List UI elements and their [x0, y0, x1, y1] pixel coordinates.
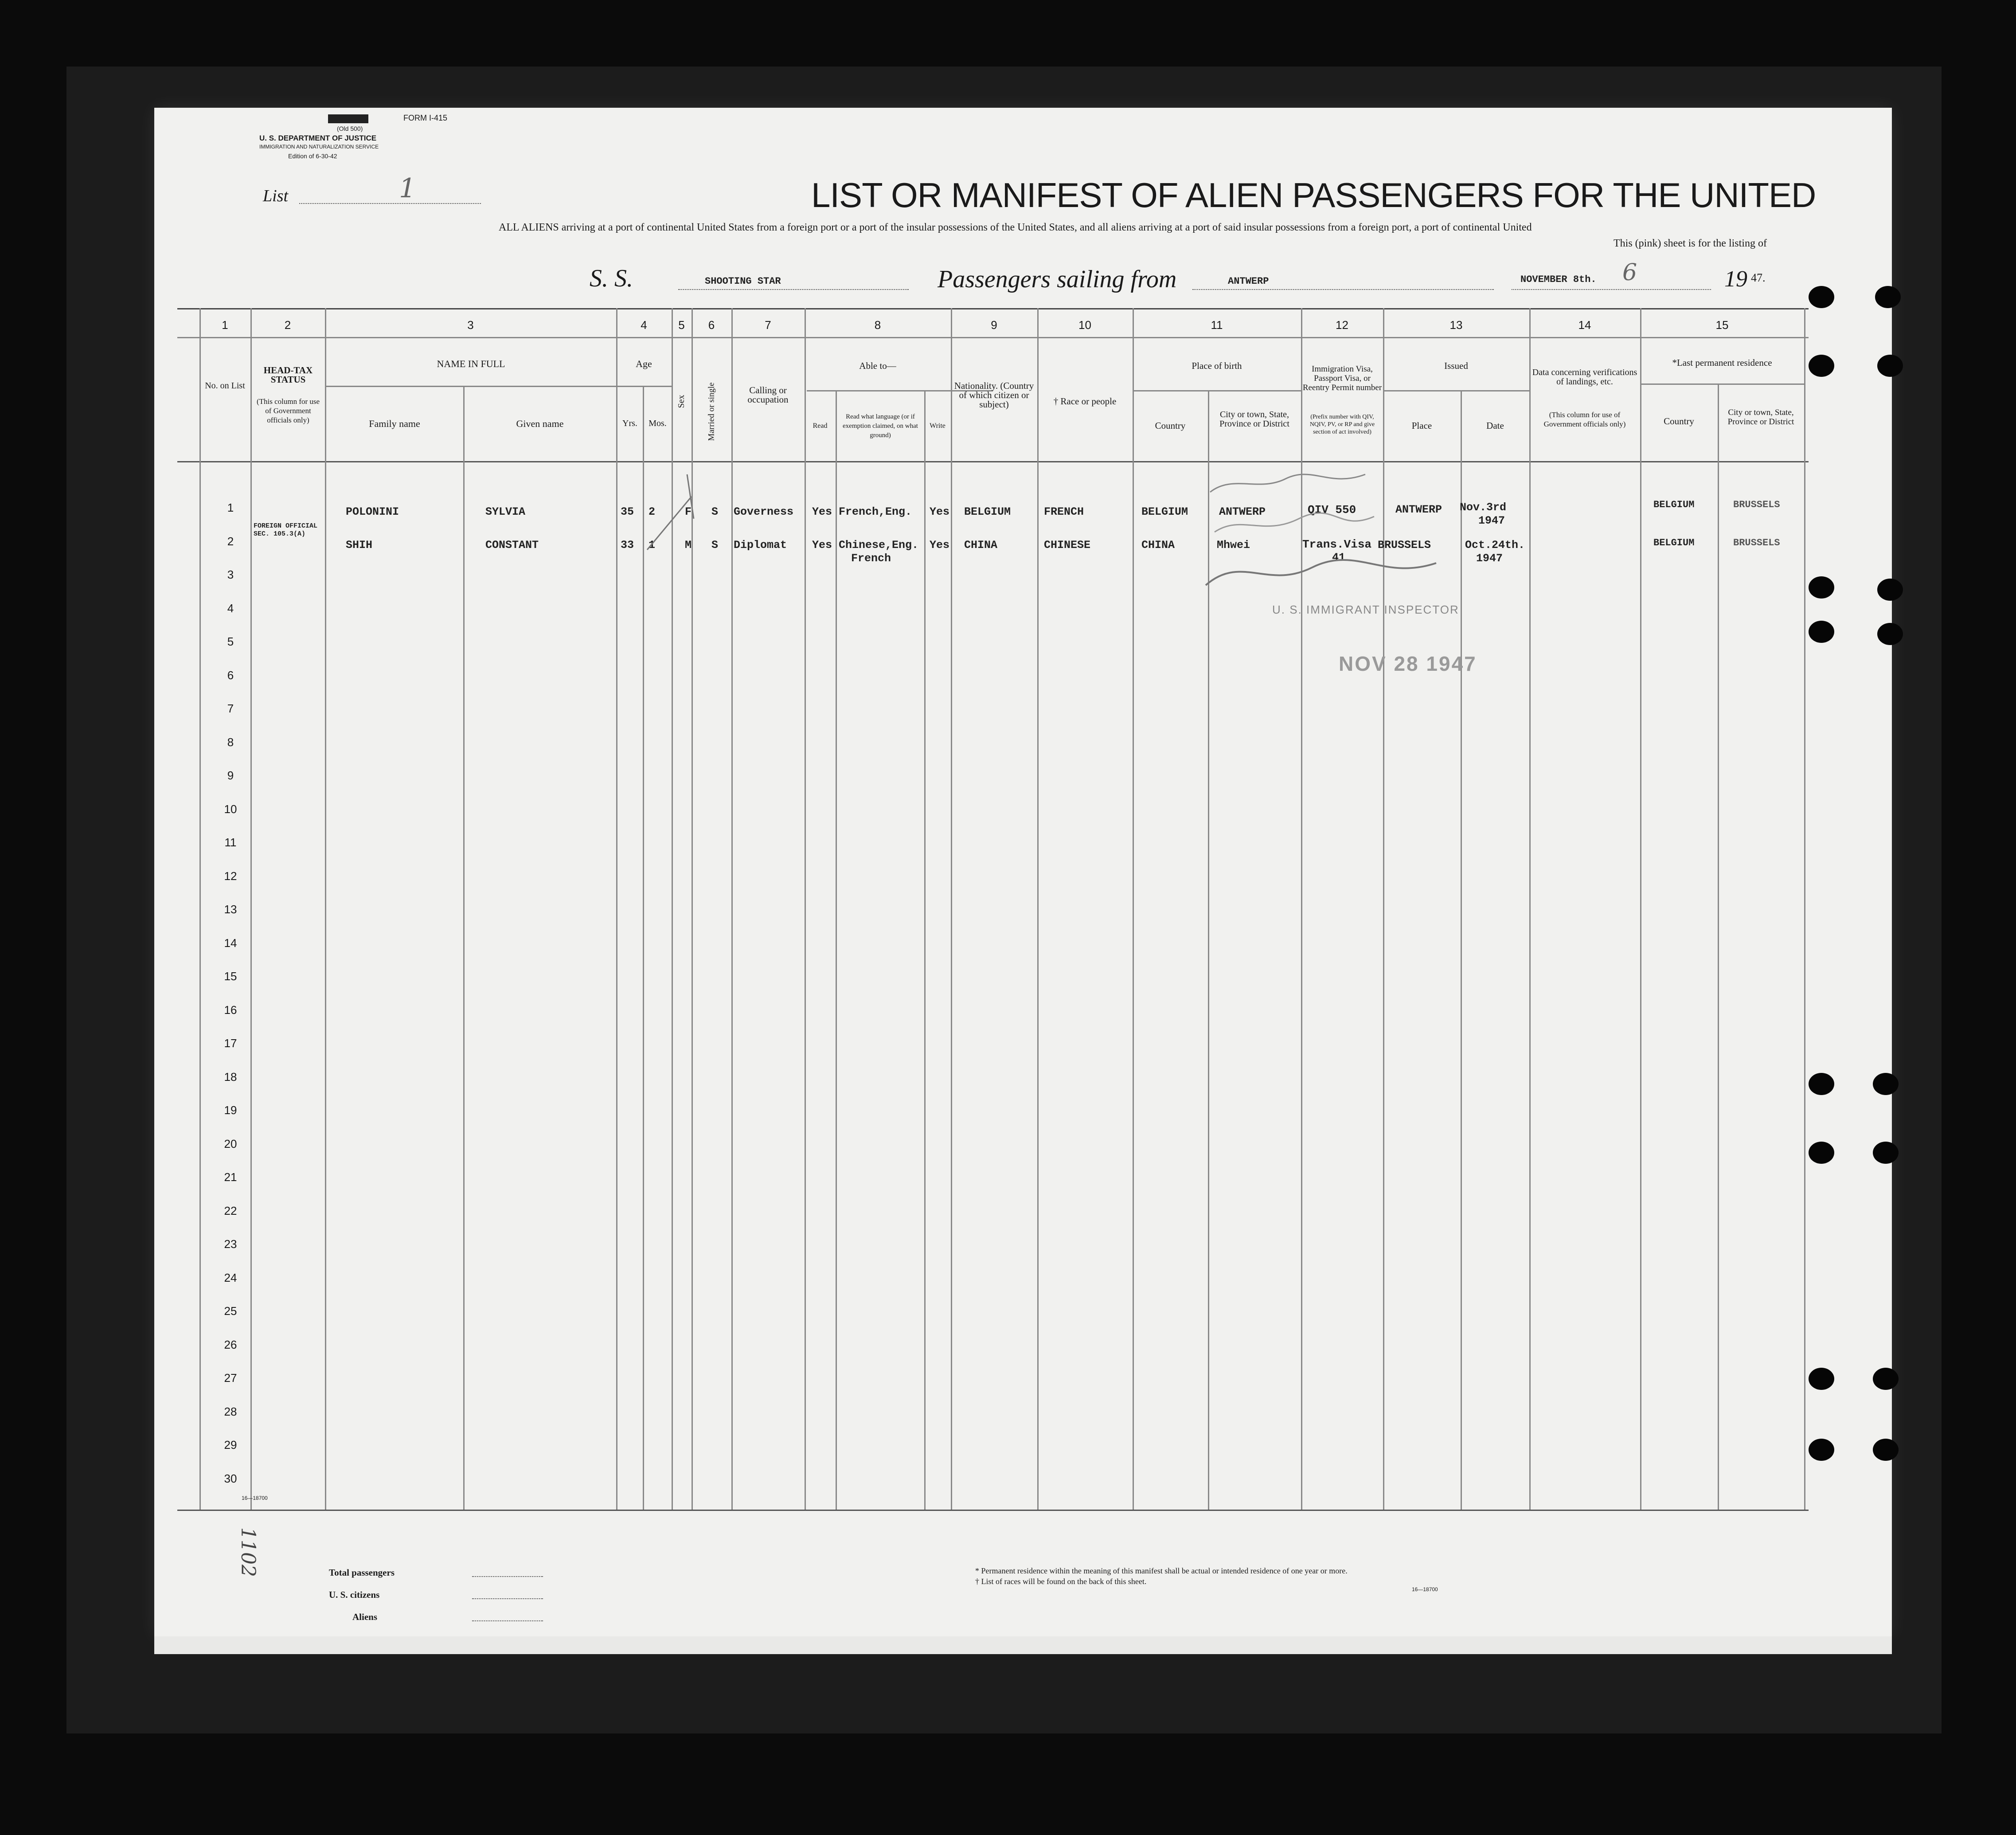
- punch-hole: [1809, 1073, 1834, 1095]
- p2-family-name: SHIH: [346, 539, 373, 552]
- column-number: 5: [678, 318, 685, 332]
- total-passengers-line: [472, 1576, 543, 1577]
- p1-family-name: POLONINI: [346, 505, 399, 518]
- p1-res-city: BRUSSELS: [1733, 499, 1780, 510]
- birth-subrule: [1133, 390, 1301, 391]
- header-nationality: Nationality. (Country of which citizen or subject): [954, 380, 1034, 410]
- p1-nationality: BELGIUM: [964, 505, 1011, 518]
- p2-read: Yes: [812, 539, 832, 552]
- edition: Edition of 6-30-42: [288, 153, 337, 160]
- header-given-name: Given name: [516, 418, 564, 429]
- p2-birth-city: Mhwei: [1217, 539, 1250, 552]
- column-number: 7: [765, 318, 771, 332]
- p2-nationality: CHINA: [964, 539, 998, 552]
- header-issued: Issued: [1444, 360, 1468, 371]
- p2-res-city: BRUSSELS: [1733, 537, 1780, 548]
- p2-issued-place: BRUSSELS: [1378, 539, 1431, 552]
- header-family-name: Family name: [369, 418, 420, 429]
- departure-port: ANTWERP: [1228, 276, 1269, 287]
- col-rule: [731, 308, 733, 1510]
- col-rule: [1718, 383, 1719, 1510]
- print-code-left: 16—18700: [242, 1495, 268, 1501]
- row-number: 17: [224, 1037, 237, 1050]
- punch-hole: [1875, 286, 1901, 308]
- header-name-in-full: NAME IN FULL: [437, 358, 505, 369]
- header-birth-city: City or town, State, Province or District: [1219, 410, 1289, 429]
- col-rule: [951, 308, 952, 1510]
- us-citizens-label: U. S. citizens: [329, 1589, 380, 1600]
- p1-language: French,Eng.: [839, 505, 912, 518]
- punch-hole: [1873, 1073, 1899, 1095]
- row-number: 26: [224, 1338, 237, 1351]
- p1-age-mos: 2: [649, 505, 656, 518]
- header-age: Age: [636, 358, 652, 369]
- list-label: List: [263, 187, 289, 205]
- punch-hole: [1877, 623, 1903, 645]
- header-last-residence: *Last permanent residence: [1672, 357, 1772, 368]
- row-number: 23: [224, 1237, 237, 1251]
- subtitle-line-1: ALL ALIENS arriving at a port of continental United States from a foreign port or a port of the insular possessions of the United States, and all aliens arriving at a port of said insular possessions from a foreign port, a port of continental United: [499, 222, 1532, 233]
- p1-given-name: SYLVIA: [485, 505, 526, 518]
- margin-number: [237, 1527, 259, 1585]
- p2-issued-year: 1947: [1476, 552, 1503, 565]
- row-number: 1: [227, 501, 234, 514]
- list-number: 1: [399, 173, 416, 204]
- p2-birth-country: CHINA: [1141, 539, 1175, 552]
- header-bottom-rule: [177, 461, 1809, 462]
- header-married: Married or single: [707, 382, 716, 441]
- header-sex: Sex: [676, 395, 686, 408]
- sheet-edge: [154, 1636, 1892, 1654]
- row-number: 5: [227, 635, 234, 648]
- p2-age-yrs: 33: [621, 539, 634, 552]
- punch-hole: [1873, 1142, 1899, 1164]
- p2-married: S: [711, 539, 719, 552]
- header-res-city: City or town, State, Province or District: [1727, 408, 1794, 426]
- p2-visa: Trans.Visa: [1302, 538, 1372, 551]
- form-old-number: Form I-106: [328, 114, 369, 123]
- p2-write: Yes: [930, 539, 950, 552]
- us-citizens-line: [472, 1598, 543, 1599]
- ss-label: S. S.: [590, 265, 633, 292]
- row-number: 16: [224, 1003, 237, 1017]
- year-label: 19: [1724, 266, 1747, 292]
- column-number: 12: [1336, 318, 1348, 332]
- col-rule: [199, 308, 201, 1510]
- row-number: 3: [227, 568, 234, 581]
- manifest-title: LIST OR MANIFEST OF ALIEN PASSENGERS FOR THE UNITED: [811, 176, 1816, 215]
- header-race: † Race or people: [1053, 396, 1117, 407]
- p2-race: CHINESE: [1044, 539, 1091, 552]
- col-rule: [805, 308, 806, 1510]
- aliens-label: Aliens: [352, 1612, 378, 1622]
- footnote-residence: * Permanent residence within the meaning of this manifest shall be actual or intended residence of one year or more.: [975, 1566, 1348, 1575]
- punch-hole: [1877, 579, 1903, 601]
- subtitle-line-2: This (pink) sheet is for the listing of: [1614, 238, 1767, 249]
- p1-write: Yes: [930, 505, 950, 518]
- aliens-line: [472, 1620, 543, 1621]
- col-rule: [1529, 308, 1531, 1510]
- total-passengers-label: Total passengers: [329, 1567, 395, 1578]
- p2-issued-date: Oct.24th.: [1465, 539, 1525, 552]
- col-rule: [616, 308, 617, 1510]
- col-rule: [1640, 308, 1641, 1510]
- header-head-tax: HEAD-TAX STATUS: [263, 365, 313, 385]
- table-top-rule: [177, 308, 1809, 309]
- header-res-country: Country: [1664, 416, 1694, 426]
- row-number: 14: [224, 936, 237, 950]
- column-number: 9: [991, 318, 997, 332]
- residence-subrule: [1640, 383, 1804, 385]
- p2-visa-2: 41: [1332, 551, 1346, 564]
- date-line: [1512, 289, 1711, 290]
- p1-age-yrs: 35: [621, 505, 634, 518]
- sailing-label: Passengers sailing from: [938, 266, 1177, 293]
- p1-race: FRENCH: [1044, 505, 1084, 518]
- punch-hole: [1809, 1142, 1834, 1164]
- p1-res-country: BELGIUM: [1653, 499, 1695, 510]
- row-number: 6: [227, 668, 234, 682]
- header-calling: Calling or occupation: [747, 385, 789, 405]
- header-birth-country: Country: [1155, 420, 1186, 431]
- date-correction: 6: [1622, 259, 1637, 286]
- p1-sex: F: [685, 505, 692, 518]
- col-rule: [924, 390, 926, 1510]
- form-old-note: (Old 500): [337, 125, 363, 132]
- p2-language-2: French: [851, 552, 891, 565]
- header-place-of-birth: Place of birth: [1192, 360, 1242, 371]
- row-number: 13: [224, 903, 237, 916]
- row-number: 18: [224, 1070, 237, 1084]
- p1-birth-country: BELGIUM: [1141, 505, 1188, 518]
- header-no-on-list: No. on List: [205, 381, 245, 391]
- p2-given-name: CONSTANT: [485, 539, 539, 552]
- punch-hole: [1877, 355, 1903, 377]
- row-number: 25: [224, 1304, 237, 1318]
- row-number: 15: [224, 970, 237, 983]
- column-number: 3: [467, 318, 474, 332]
- ship-name: SHOOTING STAR: [705, 276, 781, 287]
- print-code-right: 16—18700: [1412, 1586, 1438, 1592]
- header-read-language: Read what language (or if exemption claimed, on what ground): [843, 413, 918, 439]
- punch-hole: [1809, 576, 1834, 599]
- column-number: 13: [1449, 318, 1463, 332]
- row-number: 27: [224, 1371, 237, 1385]
- p1-read: Yes: [812, 505, 832, 518]
- p2-occupation: Diplomat: [734, 539, 787, 552]
- header-issued-place: Place: [1411, 420, 1432, 431]
- p1-issued-place: ANTWERP: [1395, 503, 1442, 516]
- service: IMMIGRATION AND NATURALIZATION SERVICE: [259, 144, 379, 150]
- column-number: 10: [1078, 318, 1091, 332]
- issued-subrule: [1383, 390, 1529, 391]
- column-number-rule: [177, 337, 1809, 338]
- row-number: 2: [227, 534, 234, 548]
- header-mos: Mos.: [649, 419, 667, 428]
- inspector-stamp: U. S. IMMIGRANT INSPECTOR: [1272, 603, 1459, 616]
- column-number: 15: [1715, 318, 1729, 332]
- column-number: 6: [708, 318, 715, 332]
- row-number: 11: [224, 836, 237, 849]
- column-number: 11: [1211, 318, 1223, 332]
- p2-head-tax: FOREIGN OFFICIAL SEC. 105.3(A): [254, 522, 318, 538]
- row-number: 22: [224, 1204, 237, 1217]
- year-value: 47.: [1751, 271, 1766, 284]
- p1-occupation: Governess: [734, 505, 794, 518]
- handwritten-annotations: [1197, 466, 1463, 594]
- departure-date: NOVEMBER 8th.: [1520, 274, 1597, 285]
- header-visa: Immigration Visa, Passport Visa, or Reentry Permit number: [1302, 364, 1382, 392]
- header-data-note: (This column for use of Government officials only): [1543, 411, 1626, 428]
- date-stamp: NOV 28 1947: [1339, 652, 1477, 675]
- p2-language: Chinese,Eng.: [839, 539, 919, 552]
- punch-hole: [1809, 355, 1834, 377]
- header-able-to: Able to—: [859, 360, 896, 371]
- col-rule: [836, 390, 837, 1510]
- header-issued-date: Date: [1486, 420, 1504, 431]
- table-bottom-rule: [177, 1510, 1809, 1511]
- header-data-concerning: Data concerning verifications of landings, etc.: [1532, 368, 1637, 387]
- p1-birth-city: ANTWERP: [1219, 505, 1266, 518]
- header-write: Write: [930, 422, 945, 430]
- p1-married: S: [711, 505, 719, 518]
- column-number: 4: [641, 318, 647, 332]
- punch-hole: [1809, 286, 1834, 308]
- row-number: 30: [224, 1471, 237, 1485]
- punch-hole: [1873, 1439, 1899, 1461]
- row-number: 4: [227, 601, 234, 615]
- handwritten-checkmark: [638, 470, 727, 559]
- header-visa-note: (Prefix number with QIV, NQIV, PV, or RP and give section of act involved): [1309, 414, 1375, 435]
- row-number: 29: [224, 1438, 237, 1452]
- col-rule: [325, 308, 326, 1510]
- header-yrs: Yrs.: [622, 419, 637, 428]
- punch-hole: [1809, 621, 1834, 643]
- punch-hole: [1809, 1368, 1834, 1390]
- row-number: 8: [227, 735, 234, 749]
- p1-issued-year: 1947: [1478, 514, 1505, 527]
- col-rule: [1133, 308, 1134, 1510]
- department: U. S. DEPARTMENT OF JUSTICE: [259, 134, 377, 142]
- footnote-races: † List of races will be found on the back of this sheet.: [975, 1577, 1147, 1586]
- row-number: 9: [227, 769, 234, 782]
- column-number: 8: [874, 318, 881, 332]
- col-rule: [1037, 308, 1039, 1510]
- margin-number-text: 1102: [237, 1527, 259, 1577]
- col-rule: [463, 386, 465, 1510]
- p1-visa: QIV 550: [1308, 503, 1356, 516]
- punch-hole: [1873, 1368, 1899, 1390]
- p2-sex: M: [685, 539, 692, 552]
- row-number: 10: [224, 802, 237, 816]
- row-number: 21: [224, 1170, 237, 1184]
- p2-age-mos: 1: [649, 539, 656, 552]
- p2-res-country: BELGIUM: [1653, 537, 1695, 548]
- row-number: 28: [224, 1405, 237, 1418]
- p1-issued-date: Nov.3rd: [1460, 501, 1507, 514]
- col-rule: [1804, 308, 1805, 1510]
- row-number: 19: [224, 1103, 237, 1117]
- form-number: FORM I-415: [403, 113, 448, 122]
- row-number: 20: [224, 1137, 237, 1150]
- row-number: 7: [227, 702, 234, 715]
- column-number: 1: [222, 318, 228, 332]
- punch-hole: [1809, 1439, 1834, 1461]
- row-number: 24: [224, 1271, 237, 1284]
- port-line: [1192, 289, 1494, 290]
- column-number: 2: [284, 318, 291, 332]
- header-read: Read: [813, 422, 828, 430]
- column-number: 14: [1578, 318, 1591, 332]
- list-line: [299, 203, 481, 204]
- header-head-tax-note: (This column for use of Government officials only): [256, 397, 320, 424]
- ship-name-line: [678, 289, 909, 290]
- row-number: 12: [224, 869, 237, 883]
